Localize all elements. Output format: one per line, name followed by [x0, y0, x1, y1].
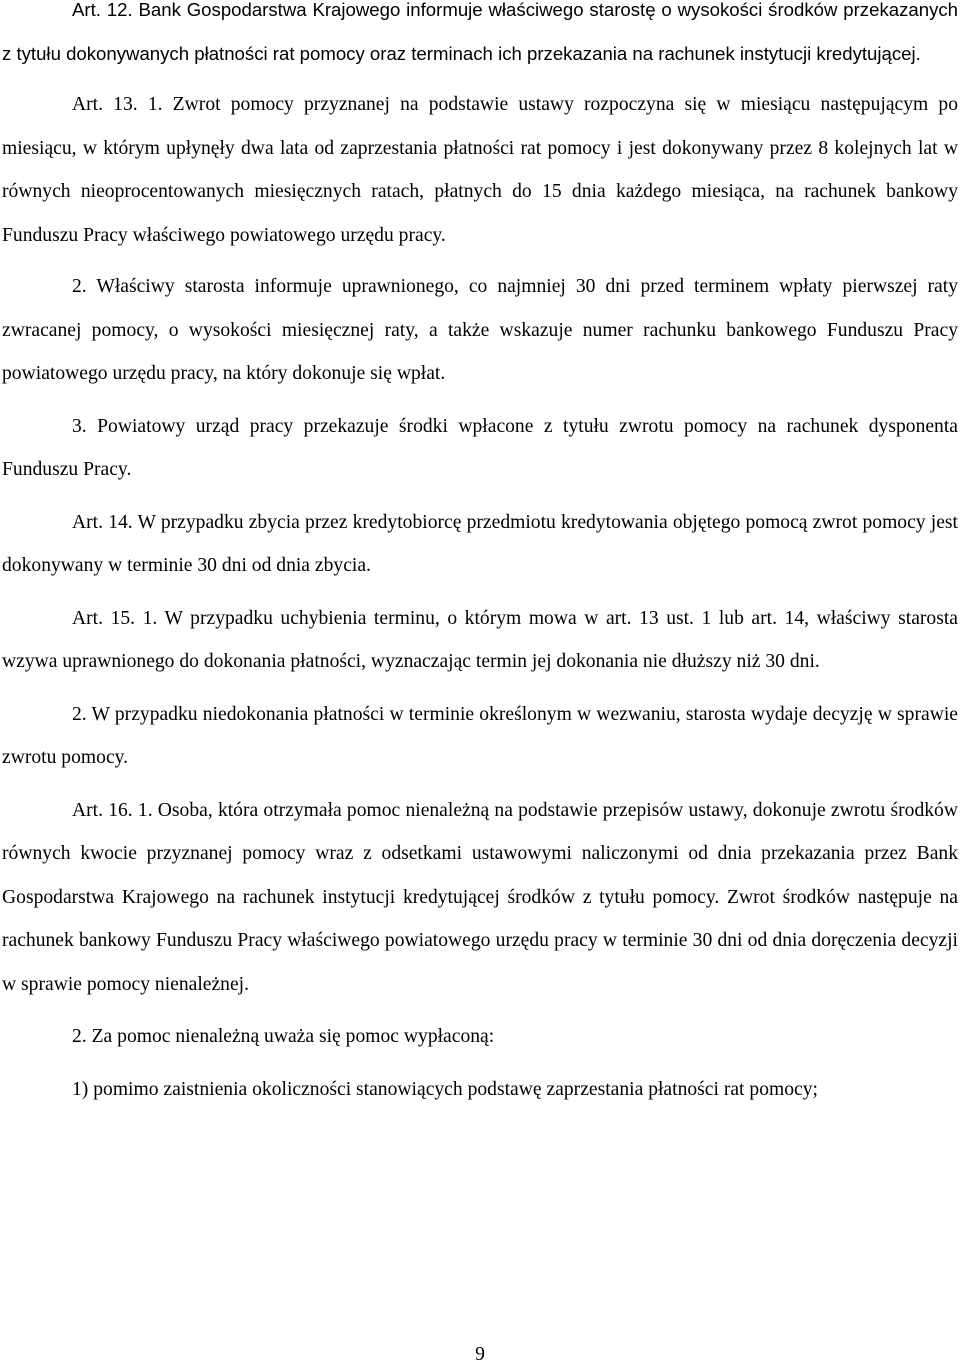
paragraph-art-13-ust-1: Art. 13. 1. Zwrot pomocy przyznanej na podstawie ustawy rozpoczyna się w miesiącu następującym po miesiącu, w którym upłynęły dwa lata od zaprzestania płatności rat pomocy i jest dokonywany przez 8 kolejnych lat w równych nieoprocentowanych miesięcznych ratach, płatnych do 15 dnia każdego miesiąca, na rachunek bankowy Funduszu Pracy właściwego powiatowego urzędu pracy.: [2, 94, 958, 246]
paragraph-art-16-ust-1: Art. 16. 1. Osoba, która otrzymała pomoc nienależną na podstawie przepisów ustawy, dokonuje zwrotu środków równych kwocie przyznanej pomocy wraz z odsetkami ustawowymi naliczonymi od dnia przekazania przez Bank Gospodarstwa Krajowego na rachunek instytucji kredytującej środków z tytułu pomocy. Zwrot środków następuje na rachunek bankowy Funduszu Pracy właściwego powiatowego urzędu pracy w terminie 30 dni od dnia doręczenia decyzji w sprawie pomocy nienależnej.: [2, 799, 958, 995]
document-page: [2, 0, 958, 1111]
paragraph-art-15-ust-2: 2. W przypadku niedokonania płatności w terminie określonym w wezwaniu, starosta wydaje decyzję w sprawie zwrotu pomocy.: [2, 703, 958, 768]
paragraph-art-12: Art. 12. Bank Gospodarstwa Krajowego informuje właściwego starostę o wysokości środków przekazanych z tytułu dokonywanych płatności rat pomocy oraz terminach ich przekazania na rachunek instytucji kredytującej.: [2, 0, 958, 64]
list-item-1: 1) pomimo zaistnienia okoliczności stanowiących podstawę zaprzestania płatności rat pomocy;: [72, 1078, 818, 1100]
page-number: 9: [475, 1344, 485, 1365]
paragraph-art-13-ust-2: 2. Właściwy starosta informuje uprawnionego, co najmniej 30 dni przed terminem wpłaty pierwszej raty zwracanej pomocy, o wysokości miesięcznej raty, a także wskazuje numer rachunku bankowego Funduszu Pracy powiatowego urzędu pracy, na który dokonuje się wpłat.: [2, 276, 958, 384]
paragraph-art-14: Art. 14. W przypadku zbycia przez kredytobiorcę przedmiotu kredytowania objętego pomocą zwrot pomocy jest dokonywany w terminie 30 dni od dnia zbycia.: [2, 511, 958, 576]
paragraph-art-13-ust-3: 3. Powiatowy urząd pracy przekazuje środki wpłacone z tytułu zwrotu pomocy na rachunek dysponenta Funduszu Pracy.: [2, 415, 958, 480]
paragraph-art-15-ust-1: Art. 15. 1. W przypadku uchybienia terminu, o którym mowa w art. 13 ust. 1 lub art. 14, właściwy starosta wzywa uprawnionego do dokonania płatności, wyznaczając termin jej dokonania nie dłuższy niż 30 dni.: [2, 607, 958, 672]
paragraph-art-16-ust-2: 2. Za pomoc nienależną uważa się pomoc wypłaconą:: [72, 1026, 495, 1047]
